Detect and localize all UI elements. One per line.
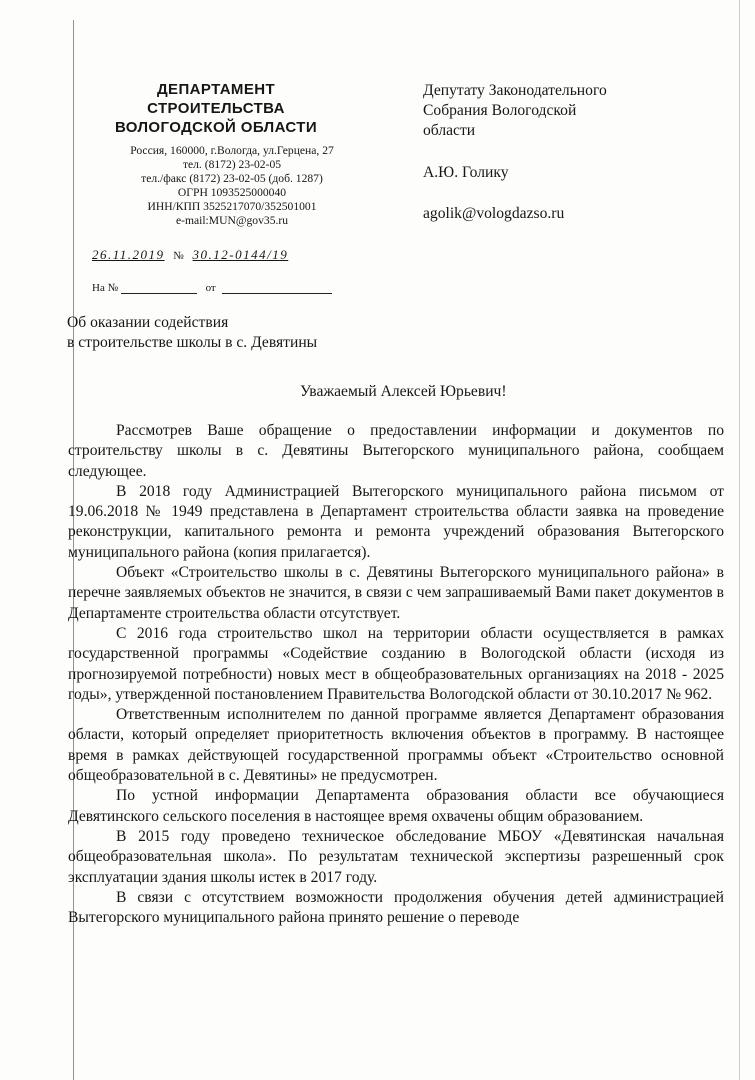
reference-line [92,282,332,294]
letter-subject: Об оказании содействия в строительстве школы в с. Девятины [67,314,318,351]
registration-number-label: № [173,250,184,262]
sender-contacts [86,144,346,228]
greeting: Уважаемый Алексей Юрьевич! [300,383,507,400]
reference-from-label: от [205,282,216,294]
sender-fax: тел./факс (8172) 23-02-05 (доб. 1287) [141,172,323,185]
sender-block [86,80,346,228]
scan-edge-line-right [739,0,740,1080]
recipient-block [423,81,607,224]
letter-body [68,421,724,928]
sender-phone: тел. (8172) 23-02-05 [182,158,282,171]
sender-email: e-mail:MUN@gov35.ru [175,214,289,227]
sender-ogrn: ОГРН 1093525000040 [177,186,287,199]
body-paragraph: В 2018 году Администрацией Вытегорского муниципального района письмом от 19.06.2018 № 1949 представлена в Департамент строительства области заявка на проведение реконструкции, капитального ремонта и ремонта учреждений образования Вытегорского муниципального района (копия прилагается). [68,482,724,561]
reference-number-label: На № [92,282,119,294]
body-paragraph: Рассмотрев Ваше обращение о предоставлении информации и документов по строительству школы в с. Девятины Вытегорского муниципального района, сообщаем следующее. [68,422,724,480]
sender-address: Россия, 160000, г.Вологда, ул.Герцена, 27 [130,144,334,157]
recipient-title-line: Депутату Законодательного [423,82,607,99]
sender-inn: ИНН/КПП 3525217070/352501001 [147,200,317,213]
body-paragraph: С 2016 года строительство школ на территории области осуществляется в рамках государственной программы «Содействие созданию в Вологодской области (исходя из прогнозируемой потребности) новых мест в общеобразовательных организациях на 2018 - 2025 годы», утвержденной постановлением Правительства Вологодской области от 30.10.2017 № 962. [68,624,724,703]
body-paragraph: В 2015 году проведено техническое обследование МБОУ «Девятинская начальная общеобразовательная школа». По результатам технической экспертизы разрешенный срок эксплуатации здания школы истек в 2017 году. [68,827,724,886]
body-paragraph: В связи с отсутствием возможности продолжения обучения детей администрацией Вытегорского муниципального района принято решение о переводе [68,888,724,927]
reference-number-blank [121,282,197,294]
recipient-title-line: области [423,122,476,139]
reference-date-blank [222,282,332,294]
body-paragraph: Ответственным исполнителем по данной программе является Департамент образования области, который определяет приоритетность включения объектов в программу. В настоящее время в рамках действующей государственной программы объект «Строительство основной общеобразовательной в с. Девятины» не предусмотрен. [68,706,724,785]
body-paragraph: По устной информации Департамента образования области все обучающиеся Девятинского сельского поселения в настоящее время охвачены общим образованием. [68,787,724,825]
registration-line [92,247,288,263]
registration-date: 26.11.2019 [92,247,165,262]
body-paragraph: Объект «Строительство школы в с. Девятины Вытегорского муниципального района» в перечне заявляемых объектов не значится, в связи с чем запрашиваемый Вами пакет документов в Департаменте строительства области отсутствует. [68,564,724,622]
recipient-title-line: Собрания Вологодской [423,102,577,119]
recipient-email: agolik@vologdazso.ru [423,205,565,222]
sender-name: ДЕПАРТАМЕНТ СТРОИТЕЛЬСТВА ВОЛОГОДСКОЙ ОБЛАСТИ [114,81,318,136]
registration-number: 30.12-0144/19 [192,247,289,262]
recipient-name: А.Ю. Голику [423,164,509,181]
